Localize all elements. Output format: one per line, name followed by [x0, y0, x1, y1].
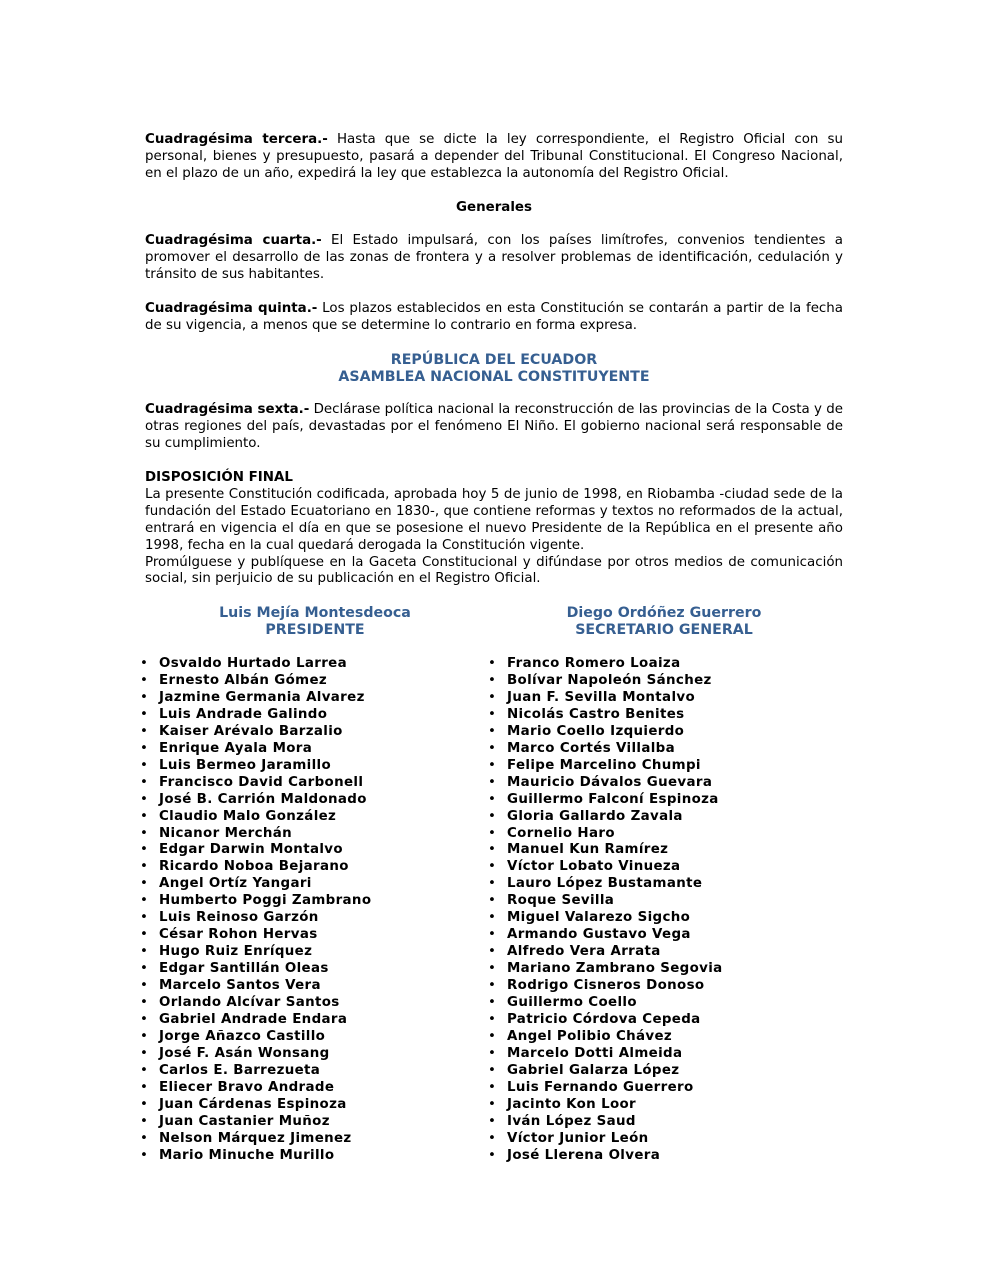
article-text: Declárase política nacional la reconstrucción de las provincias de la Costa y de otras regiones del país, devastadas por el fenómeno El Niño. El gobierno nacional será responsable de su cumplimiento. [145, 402, 843, 452]
list-item [488, 1029, 723, 1046]
bullet-icon: • [488, 1012, 497, 1028]
signatory-name: Angel Ortíz Yangari [159, 876, 312, 892]
list-item [488, 927, 723, 944]
bullet-icon: • [488, 1130, 497, 1146]
signatory-name: Mario Coello Izquierdo [507, 723, 685, 739]
article-text: El Estado impulsará, con los países limítrofes, convenios tendientes a promover el desarrollo de las zonas de frontera y a resolver problemas de identificación, cedulación y tránsito de sus habitantes. [145, 233, 843, 283]
heading-republica: REPÚBLICA DEL ECUADOR [390, 351, 598, 368]
bullet-icon: • [140, 1113, 149, 1129]
signatory-name: Orlando Alcívar Santos [159, 995, 340, 1011]
president-role: PRESIDENTE [265, 622, 365, 639]
bullet-icon: • [488, 995, 497, 1011]
signatory-name: Patricio Córdova Cepeda [507, 1012, 701, 1028]
list-item [140, 1148, 371, 1165]
list-item [140, 859, 371, 876]
bullet-icon: • [488, 689, 497, 705]
list-item [140, 995, 371, 1012]
list-item [488, 1012, 723, 1029]
list-item [488, 741, 723, 758]
bullet-icon: • [140, 1147, 149, 1163]
bullet-icon: • [488, 842, 497, 858]
signatory-name: Ricardo Noboa Bejarano [159, 859, 349, 875]
list-item [140, 893, 371, 910]
signatory-name: Mario Minuche Murillo [159, 1147, 335, 1163]
signatory-name: Miguel Valarezo Sigcho [507, 910, 691, 926]
bullet-icon: • [140, 842, 149, 858]
signatory-name: Alfredo Vera Arrata [507, 944, 661, 960]
bullet-icon: • [488, 1028, 497, 1044]
bullet-icon: • [140, 859, 149, 875]
bullet-icon: • [488, 927, 497, 943]
bullet-icon: • [488, 893, 497, 909]
list-item [140, 944, 371, 961]
bullet-icon: • [140, 706, 149, 722]
bullet-icon: • [488, 1062, 497, 1078]
section-heading-generales: Generales [456, 199, 532, 215]
list-item [140, 775, 371, 792]
signatory-name: Guillermo Falconí Espinoza [507, 791, 719, 807]
paragraph-cuadragesima-tercera [145, 132, 843, 183]
signatory-name: Felipe Marcelino Chumpi [507, 757, 701, 773]
list-item [140, 978, 371, 995]
list-item [140, 876, 371, 893]
bullet-icon: • [488, 978, 497, 994]
bullet-icon: • [488, 1096, 497, 1112]
list-item [488, 707, 723, 724]
list-item [488, 809, 723, 826]
bullet-icon: • [140, 1062, 149, 1078]
article-lead: Cuadragésima tercera.- [145, 132, 328, 147]
list-item [488, 1131, 723, 1148]
list-item [140, 1046, 371, 1063]
bullet-icon: • [488, 825, 497, 841]
bullet-icon: • [140, 1130, 149, 1146]
signatory-name: Víctor Lobato Vinueza [507, 859, 681, 875]
bullet-icon: • [140, 1012, 149, 1028]
secretary-name: Diego Ordóñez Guerrero [566, 605, 762, 622]
signatory-name: José B. Carrión Maldonado [159, 791, 367, 807]
signatory-name: Nelson Márquez Jimenez [159, 1130, 352, 1146]
president-name: Luis Mejía Montesdeoca [219, 605, 411, 622]
signatory-name: Gloria Gallardo Zavala [507, 808, 683, 824]
signatory-name: Osvaldo Hurtado Larrea [159, 656, 347, 671]
signatory-name: Jacinto Kon Loor [507, 1096, 637, 1112]
bullet-icon: • [140, 978, 149, 994]
signatory-name: Bolívar Napoleón Sánchez [507, 672, 712, 688]
bullet-icon: • [488, 791, 497, 807]
list-item [488, 775, 723, 792]
signatory-name: Carlos E. Barrezueta [159, 1062, 321, 1078]
bullet-icon: • [488, 1045, 497, 1061]
article-lead: Cuadragésima cuarta.- [145, 233, 322, 249]
bullet-icon: • [488, 1079, 497, 1095]
signatory-name: Víctor Junior León [507, 1130, 649, 1146]
list-item [488, 1097, 723, 1114]
bullet-icon: • [488, 859, 497, 875]
bullet-icon: • [488, 1147, 497, 1163]
bullet-icon: • [140, 944, 149, 960]
list-item [140, 1097, 371, 1114]
list-item [140, 809, 371, 826]
list-item [488, 961, 723, 978]
bullet-icon: • [140, 1079, 149, 1095]
bullet-icon: • [140, 689, 149, 705]
list-item [140, 961, 371, 978]
heading-asamblea: ASAMBLEA NACIONAL CONSTITUYENTE [338, 368, 650, 385]
list-item [488, 673, 723, 690]
signatory-name: Luis Bermeo Jaramillo [159, 757, 332, 773]
bullet-icon: • [488, 910, 497, 926]
signatory-name: Marco Cortés Villalba [507, 740, 676, 756]
bullet-icon: • [488, 1113, 497, 1129]
bullet-icon: • [488, 672, 497, 688]
list-item [140, 826, 371, 843]
signatory-name: Jorge Añazco Castillo [159, 1028, 326, 1044]
signatory-name: José Llerena Olvera [507, 1147, 661, 1163]
bullet-icon: • [140, 910, 149, 926]
bullet-icon: • [140, 1028, 149, 1044]
list-item [488, 978, 723, 995]
list-item [140, 792, 371, 809]
signatory-name: Jazmine Germania Alvarez [159, 689, 365, 705]
list-item [488, 1046, 723, 1063]
signatories-left-list [140, 656, 371, 1165]
list-item [488, 893, 723, 910]
signatory-name: César Rohon Hervas [159, 927, 318, 943]
bullet-icon: • [140, 876, 149, 892]
signatory-name: Cornelio Haro [507, 825, 615, 841]
bullet-icon: • [140, 1045, 149, 1061]
bullet-icon: • [140, 672, 149, 688]
bullet-icon: • [140, 791, 149, 807]
list-item [488, 1063, 723, 1080]
list-item [488, 1080, 723, 1097]
list-item [140, 741, 371, 758]
list-item [140, 927, 371, 944]
bullet-icon: • [488, 944, 497, 960]
bullet-icon: • [488, 876, 497, 892]
signatory-name: Iván López Saud [507, 1113, 636, 1129]
secretary-role: SECRETARIO GENERAL [575, 622, 753, 639]
list-item [140, 1131, 371, 1148]
signatory-name: Luis Andrade Galindo [159, 706, 328, 722]
list-item [140, 707, 371, 724]
bullet-icon: • [488, 774, 497, 790]
signatory-name: Edgar Darwin Montalvo [159, 842, 343, 858]
list-item [488, 995, 723, 1012]
signature-president [145, 605, 485, 639]
list-item [140, 1029, 371, 1046]
list-item [488, 842, 723, 859]
list-item [140, 690, 371, 707]
bullet-icon: • [140, 774, 149, 790]
final-promulgation-text: Promúlguese y publíquese en la Gaceta Constitucional y difúndase por otros medios de comunicación social, sin perjuicio de su publicación en el Registro Oficial. [145, 554, 843, 587]
list-item [488, 792, 723, 809]
list-item [140, 724, 371, 741]
list-item [488, 944, 723, 961]
bullet-icon: • [140, 893, 149, 909]
signatory-name: Claudio Malo González [159, 808, 337, 824]
signatory-name: Gabriel Galarza López [507, 1062, 680, 1078]
signatory-name: Mariano Zambrano Segovia [507, 961, 723, 977]
signatory-name: Humberto Poggi Zambrano [159, 893, 372, 909]
final-disposition-title: DISPOSICIÓN FINAL [145, 470, 293, 486]
signatory-name: José F. Asán Wonsang [159, 1045, 330, 1061]
signatory-name: Ernesto Albán Gómez [159, 672, 328, 688]
article-text: Hasta que se dicte la ley correspondiente, el Registro Oficial con su personal, bienes y presupuesto, pasará a depender del Tribunal Constitucional. El Congreso Nacional, en el plazo de un año, expedirá la ley que establezca la autonomía del Registro Oficial. [145, 132, 844, 181]
paragraph-cuadragesima-sexta [145, 402, 843, 453]
list-item [140, 1080, 371, 1097]
list-item [488, 1114, 723, 1131]
signatory-name: Luis Reinoso Garzón [159, 910, 319, 926]
signatory-name: Eliecer Bravo Andrade [159, 1079, 335, 1095]
signatory-name: Luis Fernando Guerrero [507, 1079, 694, 1095]
signatory-name: Rodrigo Cisneros Donoso [507, 978, 705, 994]
list-item [488, 910, 723, 927]
list-item [140, 1012, 371, 1029]
bullet-icon: • [488, 757, 497, 773]
signatory-name: Manuel Kun Ramírez [507, 842, 669, 858]
list-item [140, 1114, 371, 1131]
signatory-name: Armando Gustavo Vega [507, 927, 691, 943]
list-item [488, 876, 723, 893]
signatory-name: Enrique Ayala Mora [159, 740, 313, 756]
bullet-icon: • [488, 740, 497, 756]
signatory-name: Kaiser Arévalo Barzalio [159, 723, 343, 739]
signatory-name: Marcelo Santos Vera [159, 978, 321, 994]
bullet-icon: • [140, 1096, 149, 1112]
signature-secretary [485, 605, 843, 639]
bullet-icon: • [140, 723, 149, 739]
paragraph-cuadragesima-cuarta [145, 233, 843, 284]
list-item [140, 910, 371, 927]
bullet-icon: • [140, 927, 149, 943]
signatory-name: Angel Polibio Chávez [507, 1028, 673, 1044]
signatory-name: Guillermo Coello [507, 995, 637, 1011]
list-item [488, 656, 723, 673]
bullet-icon: • [488, 961, 497, 977]
signature-block [145, 605, 843, 639]
article-lead: Cuadragésima quinta.- [145, 301, 318, 317]
bullet-icon: • [140, 995, 149, 1011]
final-disposition-text: La presente Constitución codificada, aprobada hoy 5 de junio de 1998, en Riobamba -ciudad sede de la fundación del Estado Ecuatoriano en 1830-, que contiene reformas y textos no reformados de la actual, entrará en vigencia el día en que se posesione el nuevo Presidente de la República en el presente año 1998, fecha en la cual quedará derogada la Constitución vigente. [145, 486, 843, 553]
list-item [488, 1148, 723, 1165]
list-item [140, 656, 371, 673]
bullet-icon: • [140, 656, 149, 671]
signatory-name: Juan Castanier Muñoz [159, 1113, 330, 1129]
bullet-icon: • [140, 757, 149, 773]
list-item [140, 673, 371, 690]
bullet-icon: • [488, 706, 497, 722]
bullet-icon: • [140, 961, 149, 977]
bullet-icon: • [488, 723, 497, 739]
document-body [145, 132, 843, 639]
article-text: Los plazos establecidos en esta Constitución se contarán a partir de la fecha de su vigencia, a menos que se determine lo contrario en forma expresa. [145, 301, 843, 333]
signatory-name: Hugo Ruiz Enríquez [159, 944, 313, 960]
signatory-name: Lauro López Bustamante [507, 876, 703, 892]
signatory-name: Francisco David Carbonell [159, 774, 364, 790]
bullet-icon: • [140, 825, 149, 841]
signatory-name: Franco Romero Loaiza [507, 656, 681, 671]
list-item [140, 1063, 371, 1080]
signatory-name: Juan F. Sevilla Montalvo [507, 689, 696, 705]
list-item [488, 690, 723, 707]
signatory-name: Mauricio Dávalos Guevara [507, 774, 713, 790]
signatories-right-list [488, 656, 723, 1165]
list-item [488, 758, 723, 775]
signatory-name: Juan Cárdenas Espinoza [159, 1096, 347, 1112]
list-item [140, 758, 371, 775]
list-item [488, 826, 723, 843]
bullet-icon: • [140, 808, 149, 824]
signatory-name: Roque Sevilla [507, 893, 615, 909]
signatory-name: Nicolás Castro Benites [507, 706, 685, 722]
paragraph-cuadragesima-quinta [145, 301, 843, 335]
list-item [488, 724, 723, 741]
bullet-icon: • [488, 808, 497, 824]
bullet-icon: • [140, 740, 149, 756]
signatory-name: Gabriel Andrade Endara [159, 1012, 348, 1028]
article-lead: Cuadragésima sexta.- [145, 402, 310, 418]
signatory-name: Nicanor Merchán [159, 825, 293, 841]
signatory-name: Marcelo Dotti Almeida [507, 1045, 683, 1061]
list-item [140, 842, 371, 859]
list-item [488, 859, 723, 876]
bullet-icon: • [488, 656, 497, 671]
signatory-name: Edgar Santillán Oleas [159, 961, 329, 977]
